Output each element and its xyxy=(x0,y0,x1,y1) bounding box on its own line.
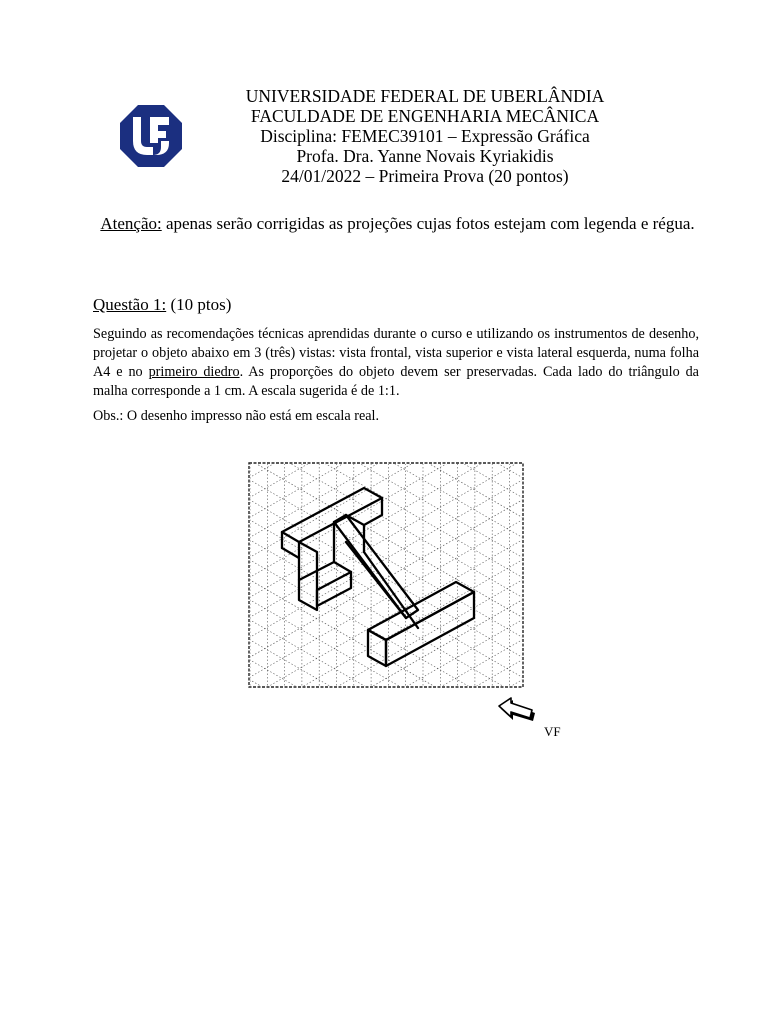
front-view-label: VF xyxy=(544,724,561,739)
grid-line-diagonal-down xyxy=(246,460,526,520)
grid-line-diagonal-up xyxy=(246,460,526,619)
question-body-part1: Seguindo as recomendações técnicas aprendidas durante o curso e utilizando os instrumentos de desenho, projetar o objeto abaixo em 3 (três) vistas: vista frontal, vista superior e vista lateral esquerda, numa folha A4 e no xyxy=(93,326,699,380)
question-body-underlined: primeiro diedro xyxy=(148,364,240,380)
question-body xyxy=(93,325,699,401)
question-obs: Obs.: O desenho impresso não está em escala real. xyxy=(93,408,380,424)
exam-info: 24/01/2022 – Primeira Prova (20 pontos) xyxy=(281,166,569,186)
course-name: Disciplina: FEMEC39101 – Expressão Gráfica xyxy=(260,126,590,146)
university-name: UNIVERSIDADE FEDERAL DE UBERLÂNDIA xyxy=(245,86,605,106)
isometric-drawing xyxy=(246,460,526,690)
question-label: Questão 1: xyxy=(93,295,167,314)
attention-notice xyxy=(100,213,695,234)
question-title xyxy=(93,295,231,315)
step-front xyxy=(317,572,351,606)
grid-line-diagonal-down xyxy=(246,460,526,500)
grid-line-diagonal-up xyxy=(246,558,526,690)
university-logo xyxy=(120,105,182,167)
professor-name: Profa. Dra. Yanne Novais Kyriakidis xyxy=(296,146,554,166)
faculty-name: FACULDADE DE ENGENHARIA MECÂNICA xyxy=(250,106,600,126)
grid-line-diagonal-up xyxy=(246,460,526,580)
view-direction-arrow-icon xyxy=(496,696,538,724)
bar-front xyxy=(368,630,386,666)
grid-line-diagonal-up xyxy=(246,678,526,690)
question-points: (10 ptos) xyxy=(166,295,232,314)
plate-left-bottom xyxy=(282,548,299,558)
question-body-part2: . As proporções do objeto devem ser preservadas. Cada lado do triângulo da malha corresponde a 1 cm. A escala sugerida é de 1:1. xyxy=(93,364,699,399)
attention-label: Atenção: xyxy=(100,214,162,233)
grid-line-diagonal-down xyxy=(246,460,526,619)
grid-line-diagonal-down xyxy=(246,578,526,690)
plate-top xyxy=(282,488,382,542)
grid-line-diagonal-up xyxy=(246,460,526,520)
document-header xyxy=(190,86,660,186)
grid-line-diagonal-down xyxy=(246,460,526,580)
grid-line-diagonal-down xyxy=(246,558,526,690)
grid-line-diagonal-up xyxy=(246,460,526,500)
grid-line-diagonal-down xyxy=(246,478,526,640)
grid-line-diagonal-down xyxy=(246,460,526,560)
grid-line-diagonal-up xyxy=(246,538,526,690)
object-outline xyxy=(282,488,474,666)
step-side xyxy=(334,562,351,572)
grid-line-diagonal-up xyxy=(246,578,526,690)
grid-line-diagonal-down xyxy=(246,538,526,690)
grid-line-diagonal-down xyxy=(246,678,526,690)
grid-line-diagonal-down xyxy=(246,498,526,660)
attention-text: apenas serão corrigidas as projeções cujas fotos estejam com legenda e régua. xyxy=(161,214,695,233)
grid-line-diagonal-up xyxy=(246,460,526,560)
